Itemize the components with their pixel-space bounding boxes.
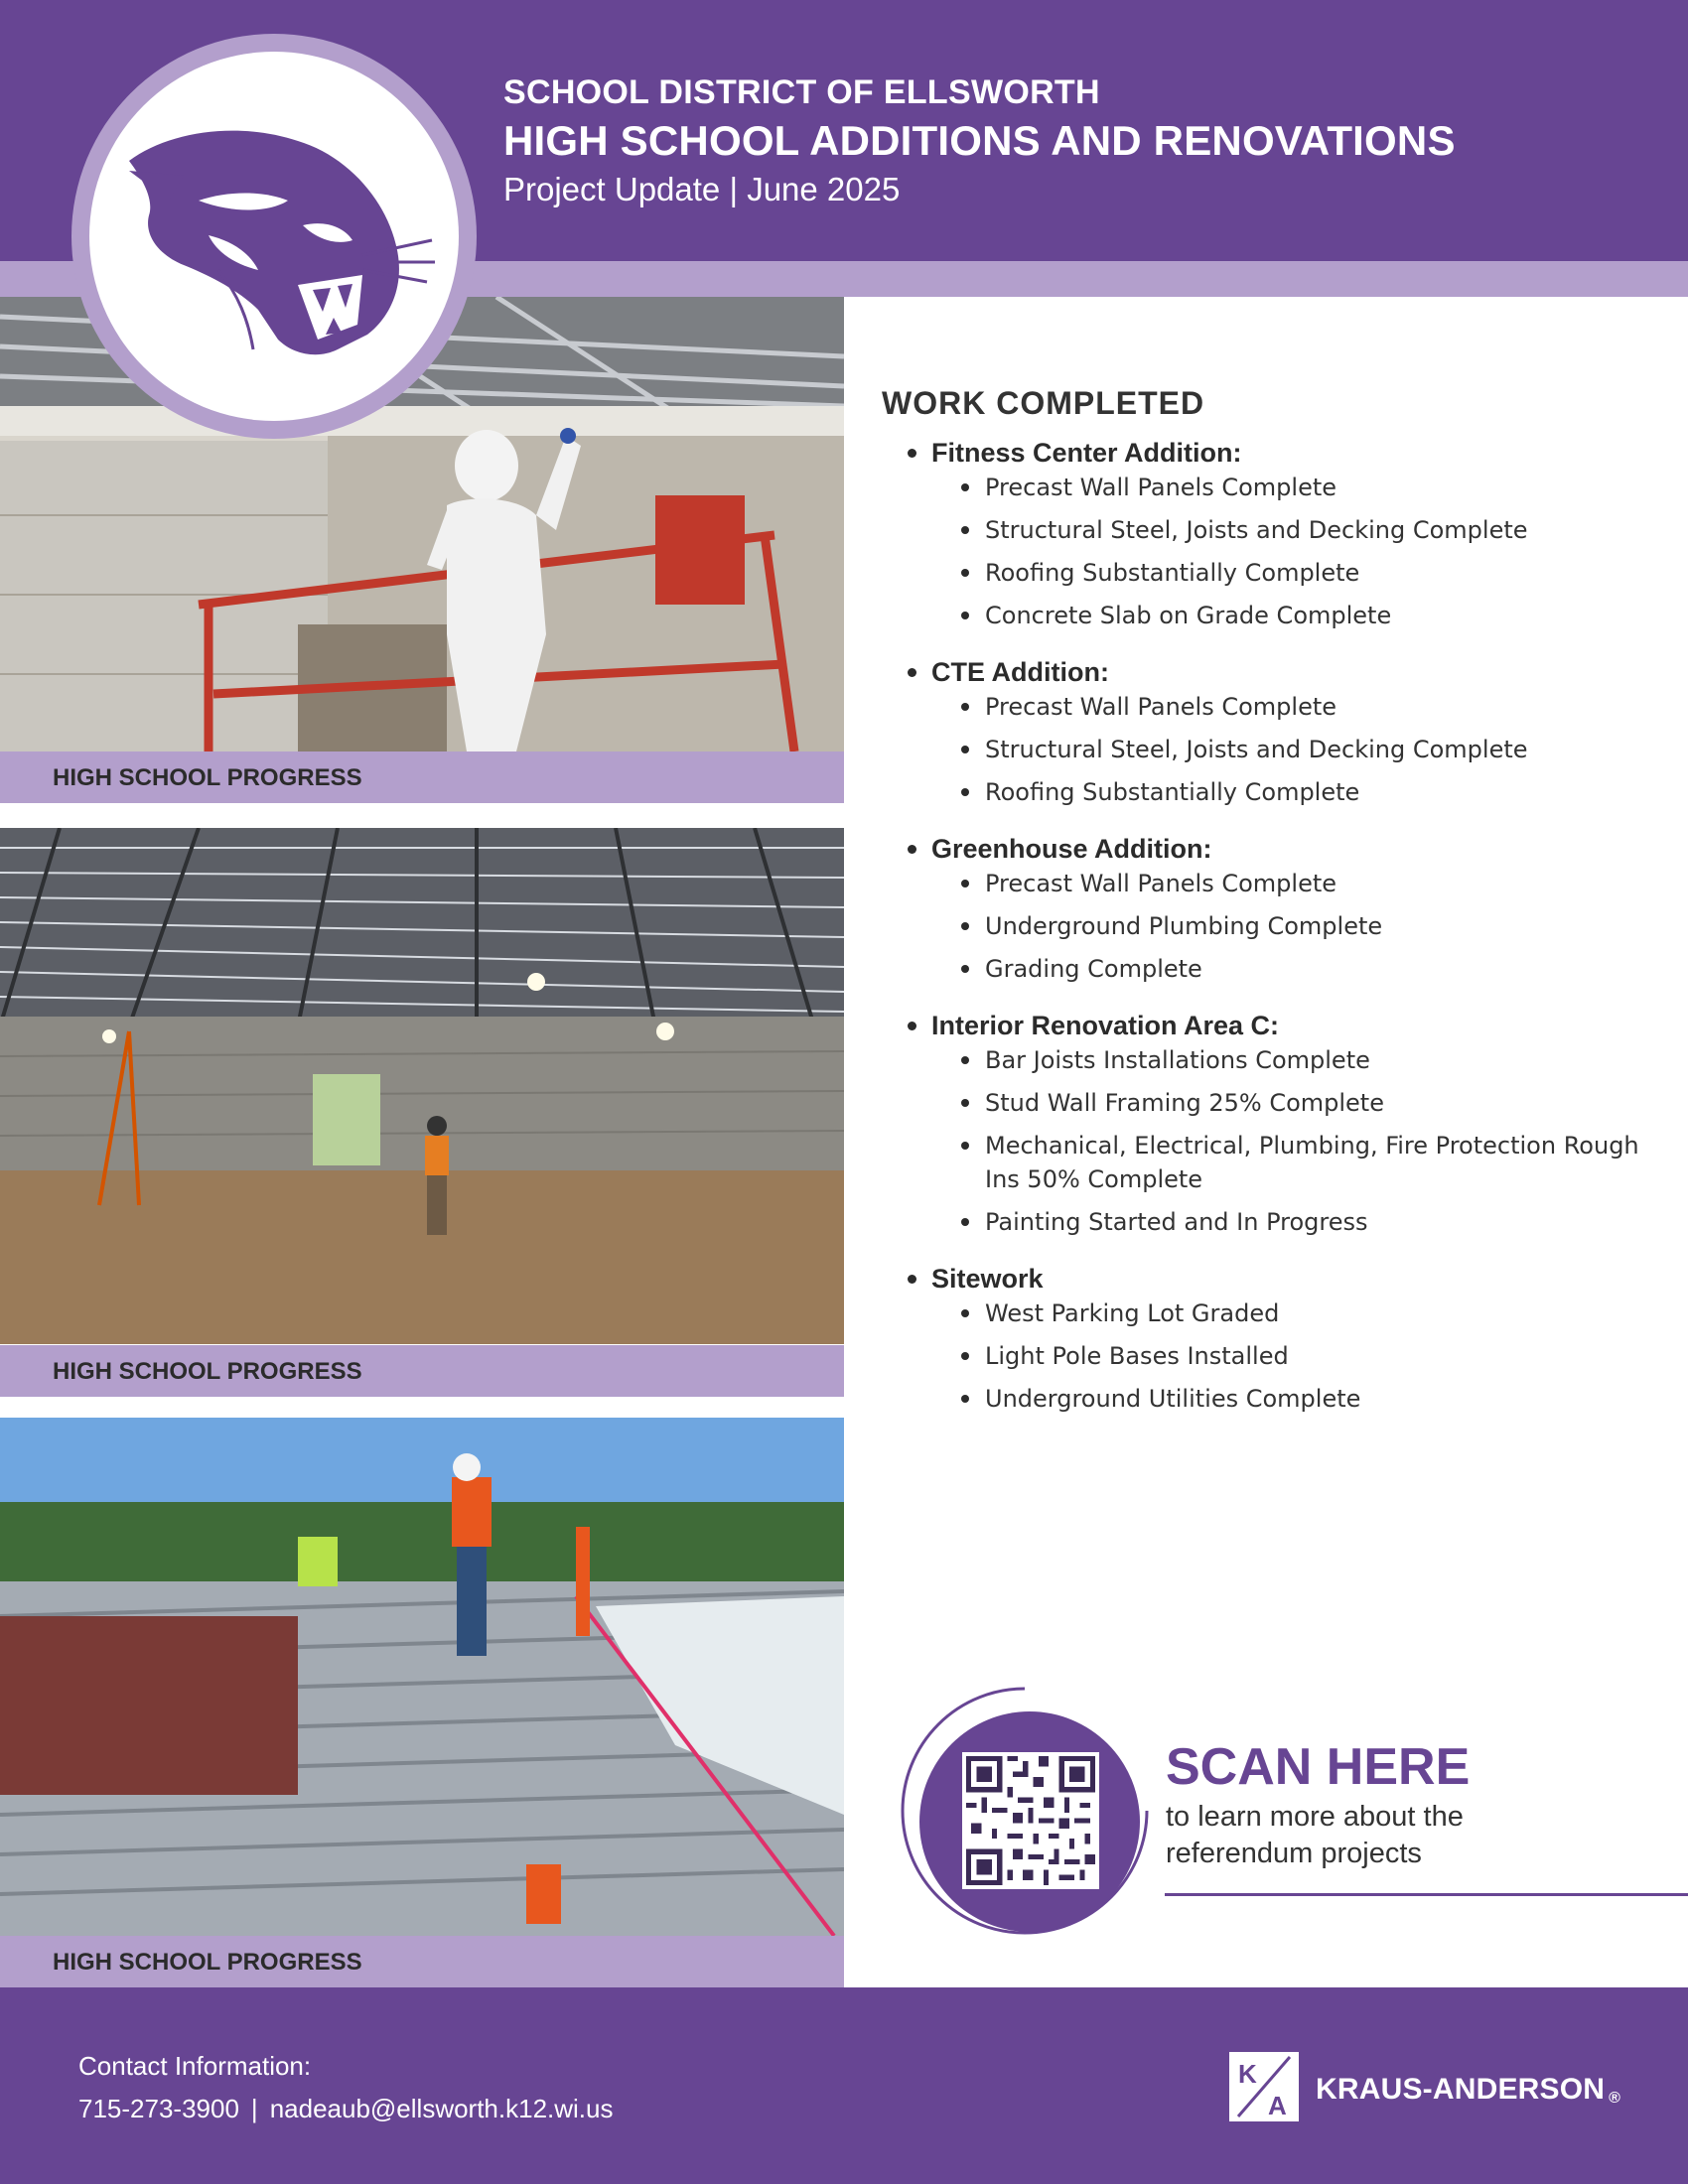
photo-caption xyxy=(0,1936,844,1987)
section-heading: Sitework xyxy=(906,1261,1660,1297)
project-title: HIGH SCHOOL ADDITIONS AND RENOVATIONS xyxy=(503,117,1456,164)
kraus-anderson-logo-icon xyxy=(1228,2051,1300,2122)
progress-photo-gymnasium xyxy=(0,828,844,1344)
list-item: Concrete Slab on Grade Complete xyxy=(906,599,1660,632)
logo-badge xyxy=(71,34,477,439)
section-interior-renovation xyxy=(906,1008,1660,1239)
list-item: Underground Utilities Complete xyxy=(906,1382,1660,1416)
photo-caption-text: HIGH SCHOOL PROGRESS xyxy=(53,1949,362,1976)
section-sitework xyxy=(906,1261,1660,1416)
list-item: Painting Started and In Progress xyxy=(906,1205,1660,1239)
project-update-date: Project Update | June 2025 xyxy=(503,171,901,207)
list-item: Underground Plumbing Complete xyxy=(906,909,1660,943)
district-name: SCHOOL DISTRICT OF ELLSWORTH xyxy=(503,73,1100,111)
list-item: Grading Complete xyxy=(906,952,1660,986)
list-item: Structural Steel, Joists and Decking Complete xyxy=(906,733,1660,766)
qr-code-icon[interactable] xyxy=(962,1752,1099,1889)
photo-caption xyxy=(0,751,844,803)
section-greenhouse xyxy=(906,831,1660,986)
contact-email[interactable]: nadeaub@ellsworth.k12.wi.us xyxy=(269,2094,614,2123)
list-item: Precast Wall Panels Complete xyxy=(906,867,1660,900)
progress-photo-roof-decking xyxy=(0,1418,844,1936)
contact-phone[interactable]: 715-273-3900 xyxy=(78,2094,239,2123)
photo-caption xyxy=(0,1345,844,1397)
photo-caption-text: HIGH SCHOOL PROGRESS xyxy=(53,1358,362,1385)
photo-caption-text: HIGH SCHOOL PROGRESS xyxy=(53,764,362,791)
section-heading: Fitness Center Addition: xyxy=(906,435,1660,471)
list-item: Mechanical, Electrical, Plumbing, Fire Protection Rough Ins 50% Complete xyxy=(906,1129,1660,1196)
list-item: Bar Joists Installations Complete xyxy=(906,1043,1660,1077)
section-heading: Greenhouse Addition: xyxy=(906,831,1660,867)
list-item: Roofing Substantially Complete xyxy=(906,775,1660,809)
company-name xyxy=(1316,2073,1620,2108)
list-item: Structural Steel, Joists and Decking Complete xyxy=(906,513,1660,547)
list-item: Precast Wall Panels Complete xyxy=(906,471,1660,504)
section-fitness-center xyxy=(906,435,1660,632)
list-item: Light Pole Bases Installed xyxy=(906,1339,1660,1373)
scan-here-title: SCAN HERE xyxy=(1166,1738,1471,1796)
company-name-text: KRAUS-ANDERSON xyxy=(1316,2073,1606,2106)
list-item: Roofing Substantially Complete xyxy=(906,556,1660,590)
list-item: West Parking Lot Graded xyxy=(906,1297,1660,1330)
section-cte-addition xyxy=(906,654,1660,809)
section-heading: Interior Renovation Area C: xyxy=(906,1008,1660,1043)
work-completed-title: WORK COMPLETED xyxy=(882,385,1205,421)
registered-mark: ® xyxy=(1609,2090,1621,2107)
panther-mascot-icon xyxy=(89,52,459,421)
svg-text:A: A xyxy=(1268,2091,1287,2120)
section-heading: CTE Addition: xyxy=(906,654,1660,690)
work-completed-list xyxy=(906,435,1660,1437)
list-item: Precast Wall Panels Complete xyxy=(906,690,1660,724)
scan-divider xyxy=(1165,1893,1688,1896)
svg-text:K: K xyxy=(1238,2059,1257,2089)
scan-here-subtitle: to learn more about the referendum projects xyxy=(1166,1801,1464,1869)
contact-separator: | xyxy=(250,2094,258,2123)
list-item: Stud Wall Framing 25% Complete xyxy=(906,1086,1660,1120)
contact-label: Contact Information: xyxy=(78,2051,312,2081)
contact-line xyxy=(78,2094,614,2124)
